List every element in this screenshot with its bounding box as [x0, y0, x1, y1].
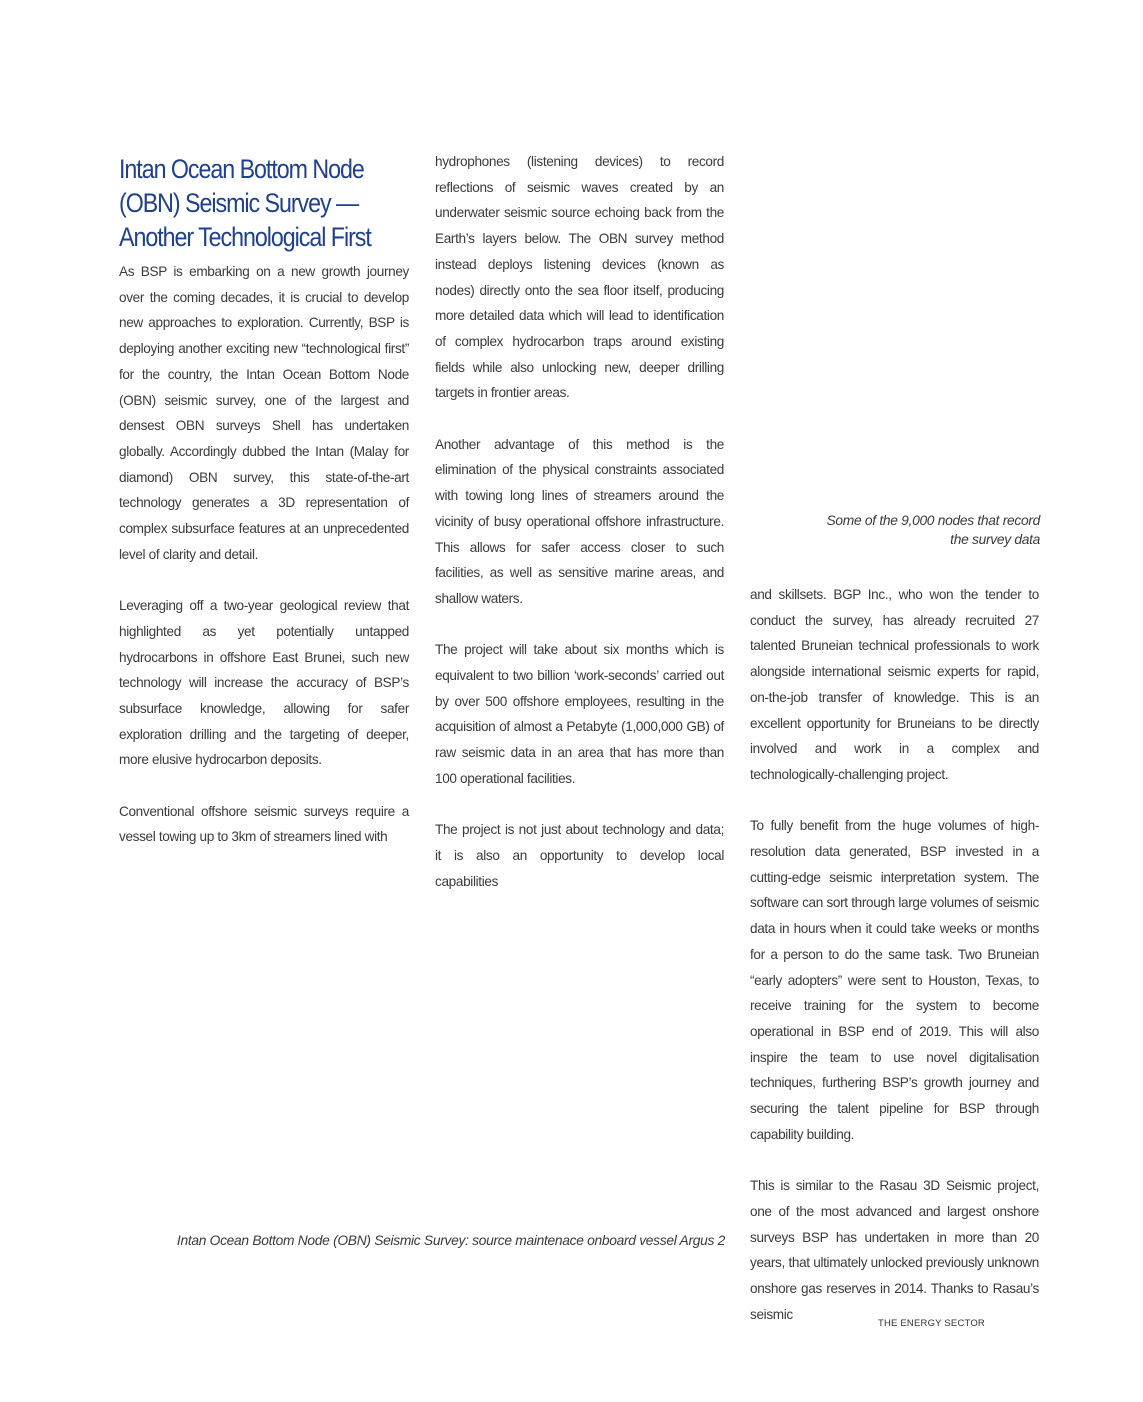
- caption-line: the survey data: [950, 532, 1040, 547]
- text-column-3: [750, 582, 1039, 1327]
- paragraph: To fully benefit from the huge volumes of high-resolution data generated, BSP invested in a cutting-edge seismic interpretation system. The software can sort through large volumes of seismic data in hours when it could take weeks or months for a person to do the same task. Two Bruneian “early adopters” were sent to Houston, Texas, to receive training for the system to become operational in BSP end of 2019. This will also inspire the team to use novel digitalisation techniques, furthering BSP’s growth journey and securing the talent pipeline for BSP through capability building.: [750, 818, 1039, 1142]
- text-column-1: [119, 259, 409, 850]
- page-footer-section: THE ENERGY SECTOR: [877, 1318, 985, 1329]
- paragraph: The project will take about six months which is equivalent to two billion ‘work-seconds’ carried out by over 500 offshore employees, resulting in the acquisition of almost a Petabyte (1,000,000 GB) of raw seismic data in an area that has more than 100 operational facilities.: [435, 642, 724, 786]
- paragraph: Conventional offshore seismic surveys require a vessel towing up to 3km of streamers lined with: [119, 803, 409, 845]
- paragraph: and skillsets. BGP Inc., who won the tender to conduct the survey, has already recruited 27 talented Bruneian technical professionals to work alongside international seismic experts for rapid, on-the-job transfer of knowledge. This is an excellent opportunity for Bruneians to be directly involved and work in a complex and technologically-challenging project.: [750, 587, 1039, 782]
- photo-caption-vessel: Intan Ocean Bottom Node (OBN) Seismic Survey: source maintenace onboard vessel Argus 2: [176, 1233, 725, 1248]
- paragraph: This is similar to the Rasau 3D Seismic project, one of the most advanced and largest onshore surveys BSP has undertaken in more than 20 years, that ultimately unlocked previously unknown onshore gas reserves in 2014. Thanks to Rasau’s seismic: [750, 1178, 1039, 1322]
- article-title: Intan Ocean Bottom Node (OBN) Seismic Survey — Another Technological First: [119, 154, 371, 252]
- paragraph: Leveraging off a two-year geological review that highlighted as yet potentially untapped hydrocarbons in offshore East Brunei, such new technology will increase the accuracy of BSP’s subsurface knowledge, allowing for safer exploration drilling and the targeting of deeper, more elusive hydrocarbon deposits.: [119, 598, 409, 768]
- paragraph: As BSP is embarking on a new growth journey over the coming decades, it is crucial to develop new approaches to exploration. Currently, BSP is deploying another exciting new “technological first” for the country, the Intan Ocean Bottom Node (OBN) seismic survey, one of the largest and densest OBN surveys Shell has undertaken globally. Accordingly dubbed the Intan (Malay for diamond) OBN survey, this state-of-the-art technology generates a 3D representation of complex subsurface features at an unprecedented level of clarity and detail.: [119, 264, 409, 562]
- caption-line: Some of the 9,000 nodes that record: [826, 513, 1040, 528]
- paragraph: Another advantage of this method is the elimination of the physical constraints associated with towing long lines of streamers around the vicinity of busy operational offshore infrastructure. This allows for safer access closer to such facilities, as well as sensitive marine areas, and shallow waters.: [435, 436, 724, 606]
- paragraph: hydrophones (listening devices) to record reflections of seismic waves created by an underwater seismic source echoing back from the Earth’s layers below. The OBN survey method instead deploys listening devices (known as nodes) directly onto the sea floor itself, producing more detailed data which will lead to identification of complex hydrocarbon traps around existing fields while also unlocking new, deeper drilling targets in frontier areas.: [435, 154, 724, 401]
- text-column-2: [435, 149, 724, 894]
- photo-caption-nodes: [760, 511, 1040, 549]
- paragraph: The project is not just about technology and data; it is also an opportunity to develop local capabilities: [435, 822, 724, 889]
